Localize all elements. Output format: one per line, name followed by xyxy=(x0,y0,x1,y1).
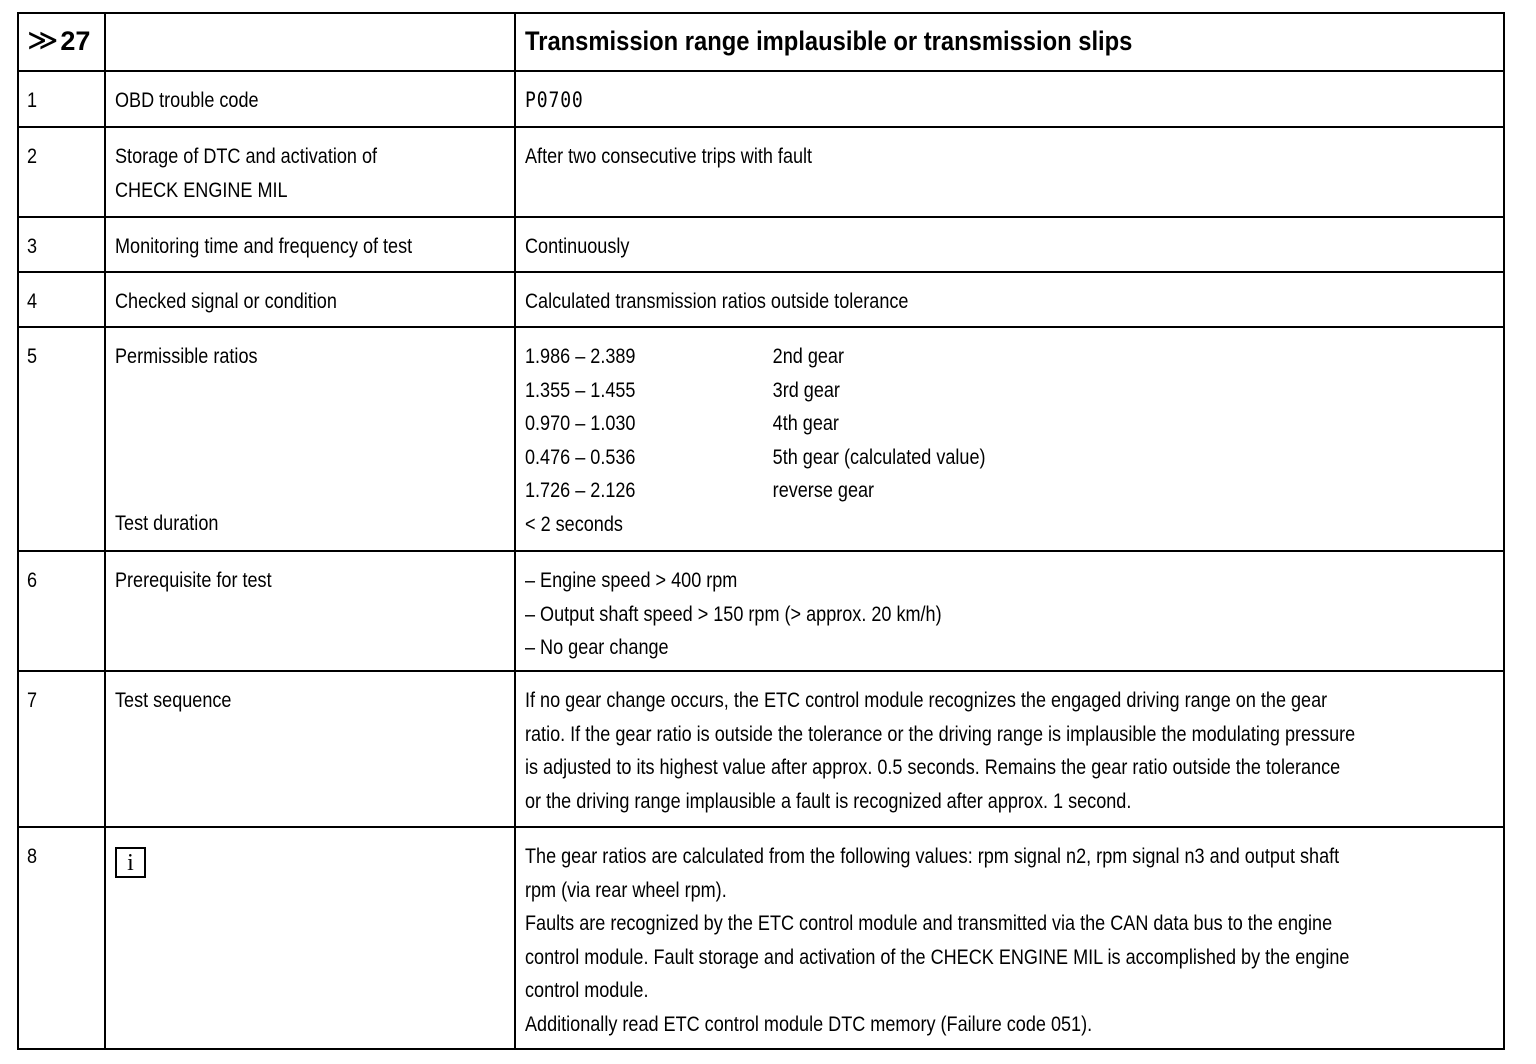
row-label: Storage of DTC and activation of CHECK ENGINE MIL xyxy=(115,145,378,202)
row-label: Checked signal or condition xyxy=(115,290,337,313)
row-label: Monitoring time and frequency of test xyxy=(115,235,413,258)
row-value: Calculated transmission ratios outside tolerance xyxy=(525,290,909,313)
row-number: 5 xyxy=(27,345,38,368)
table-row xyxy=(19,72,1503,128)
table-row xyxy=(19,128,1503,218)
list-item: 0.476 – 0.536 5th gear (calculated value) xyxy=(525,445,986,469)
list-item: – No gear change xyxy=(525,636,669,659)
diagnostic-table xyxy=(17,12,1505,1050)
list-item: 1.726 – 2.126 reverse gear xyxy=(525,479,875,502)
test-duration-value: < 2 seconds xyxy=(525,512,623,536)
row-number: 8 xyxy=(27,845,38,868)
row-label: Test sequence xyxy=(115,689,232,712)
row-number: 1 xyxy=(27,89,38,112)
list-item: 0.970 – 1.030 4th gear xyxy=(525,412,839,435)
row-number: 3 xyxy=(27,235,38,258)
table-row xyxy=(19,552,1503,672)
row-number: 6 xyxy=(27,569,38,592)
note-text: The gear ratios are calculated from the following values: rpm signal n2, rpm signal n3 and output shaft rpm (via rear wheel rpm). Faults are recognized by the ETC control module and transmitted via the CAN data bus to the engine control module. Fault storage and activation of the CHECK ENGINE MIL is accomplished by the engine control module. Additionally read ETC control module DTC memory (Failure code 051). xyxy=(525,845,1350,1036)
list-item: 1.986 – 2.389 2nd gear xyxy=(525,345,844,368)
table-row xyxy=(19,273,1503,328)
test-sequence-text: If no gear change occurs, the ETC control module recognizes the engaged driving range on the gear ratio. If the gear ratio is outside the tolerance or the driving range is implausible the modulating pressure is adjusted to its highest value after approx. 0.5 seconds. Remains the gear ratio outside the tolerance or the driving range implausible a fault is recognized after approx. 1 second. xyxy=(525,689,1356,813)
row-value: Continuously xyxy=(525,235,630,258)
list-item: – Engine speed > 400 rpm xyxy=(525,569,738,592)
row-number: 7 xyxy=(27,689,38,712)
table-row xyxy=(19,218,1503,273)
section-marker-icon: ≫ xyxy=(27,24,59,57)
list-item: 1.355 – 1.455 3rd gear xyxy=(525,378,840,402)
trouble-code: P0700 xyxy=(525,88,584,112)
row-value: After two consecutive trips with fault xyxy=(525,145,813,168)
section-title: Transmission range implausible or transmission slips xyxy=(525,26,1133,56)
row-label: Prerequisite for test xyxy=(115,569,272,592)
info-icon: i xyxy=(115,847,146,878)
table-row xyxy=(19,828,1503,1048)
row-number: 4 xyxy=(27,290,38,313)
table-row xyxy=(19,328,1503,552)
list-item: – Output shaft speed > 150 rpm (> approx. 20 km/h) xyxy=(525,602,942,626)
section-number: ≫27 xyxy=(27,24,91,57)
ratio-list xyxy=(525,328,986,550)
test-duration-label: Test duration xyxy=(115,512,219,535)
prerequisite-list xyxy=(525,552,942,670)
row-label: OBD trouble code xyxy=(115,89,259,112)
row-number: 2 xyxy=(27,145,38,168)
header-row xyxy=(19,14,1503,72)
table-row xyxy=(19,672,1503,828)
row-label: Permissible ratios Test duration xyxy=(115,328,258,550)
